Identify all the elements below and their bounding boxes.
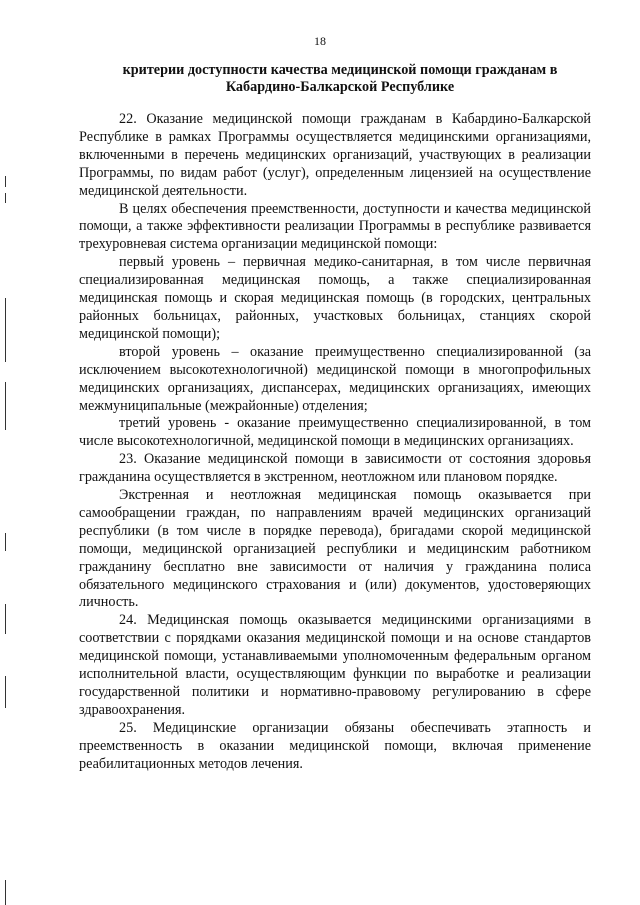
paragraph-level-3: третий уровень - оказание преимущественно специализированной, в том числе высокотехнологичной, медицинской помощи в медицинских организациях.	[79, 415, 591, 450]
scan-margin-mark	[5, 604, 6, 634]
paragraph-23: 23. Оказание медицинской помощи в зависимости от состояния здоровья гражданина осуществляется в экстренном, неотложном или плановом порядке.	[79, 451, 591, 486]
paragraph-25: 25. Медицинские организации обязаны обеспечивать этапность и преемственность в оказании медицинской помощи, включая применение реабилитационных методов лечения.	[79, 719, 591, 772]
paragraph-levels-intro: В целях обеспечения преемственности, доступности и качества медицинской помощи, а также эффективности реализации Программы в республике развивается трехуровневая система организации медицинской помощи:	[79, 200, 591, 253]
document-body	[79, 111, 591, 774]
scan-margin-mark	[5, 676, 6, 708]
scan-margin-mark	[5, 298, 6, 362]
paragraph-22: 22. Оказание медицинской помощи гражданам в Кабардино-Балкарской Республике в рамках Программы осуществляется медицинскими организациями, включенными в перечень медицинских организаций, участвующих в реализации Программы, по видам работ (услуг), определенным лицензией на осуществление медицинской деятельности.	[79, 111, 591, 199]
scan-margin-mark	[5, 176, 6, 187]
paragraph-emergency-care: Экстренная и неотложная медицинская помощь оказывается при самообращении граждан, по направлениям врачей медицинских организаций республики (в том числе в порядке перевода), бригадами скорой медицинской помощи, медицинской организацией республики и медицинским работником гражданину бесплатно вне зависимости от наличия у гражданина полиса обязательного медицинского страхования и (или) документов, удостоверяющих личность.	[79, 487, 591, 611]
scan-margin-mark	[5, 193, 6, 203]
paragraph-level-1: первый уровень – первичная медико-санитарная, в том числе первичная специализированная медицинская помощь, а также специализированная медицинская помощь и скорая медицинская помощь (в городских, центральных районных больницах, районных, участковых больницах, станциях скорой медицинской помощи);	[79, 254, 591, 342]
page-number: 18	[314, 34, 326, 48]
section-title: критерии доступности качества медицинской помощи гражданам в Кабардино-Балкарской Республике	[122, 62, 558, 95]
scan-margin-mark	[5, 880, 6, 905]
paragraph-level-2: второй уровень – оказание преимущественно специализированной (за исключением высокотехнологичной) медицинской помощи в многопрофильных медицинских организациях, диспансерах, медицинских организациях, имеющих межмуниципальные (межрайонные) отделения;	[79, 343, 591, 414]
paragraph-24: 24. Медицинская помощь оказывается медицинскими организациями в соответствии с порядками оказания медицинской помощи и на основе стандартов медицинской помощи, устанавливаемыми уполномоченным федеральным органом исполнительной власти, осуществляющим функции по выработке и реализации государственной политики и нормативно-правовому регулированию в сфере здравоохранения.	[79, 612, 591, 718]
scan-margin-mark	[5, 533, 6, 551]
scan-margin-mark	[5, 382, 6, 430]
